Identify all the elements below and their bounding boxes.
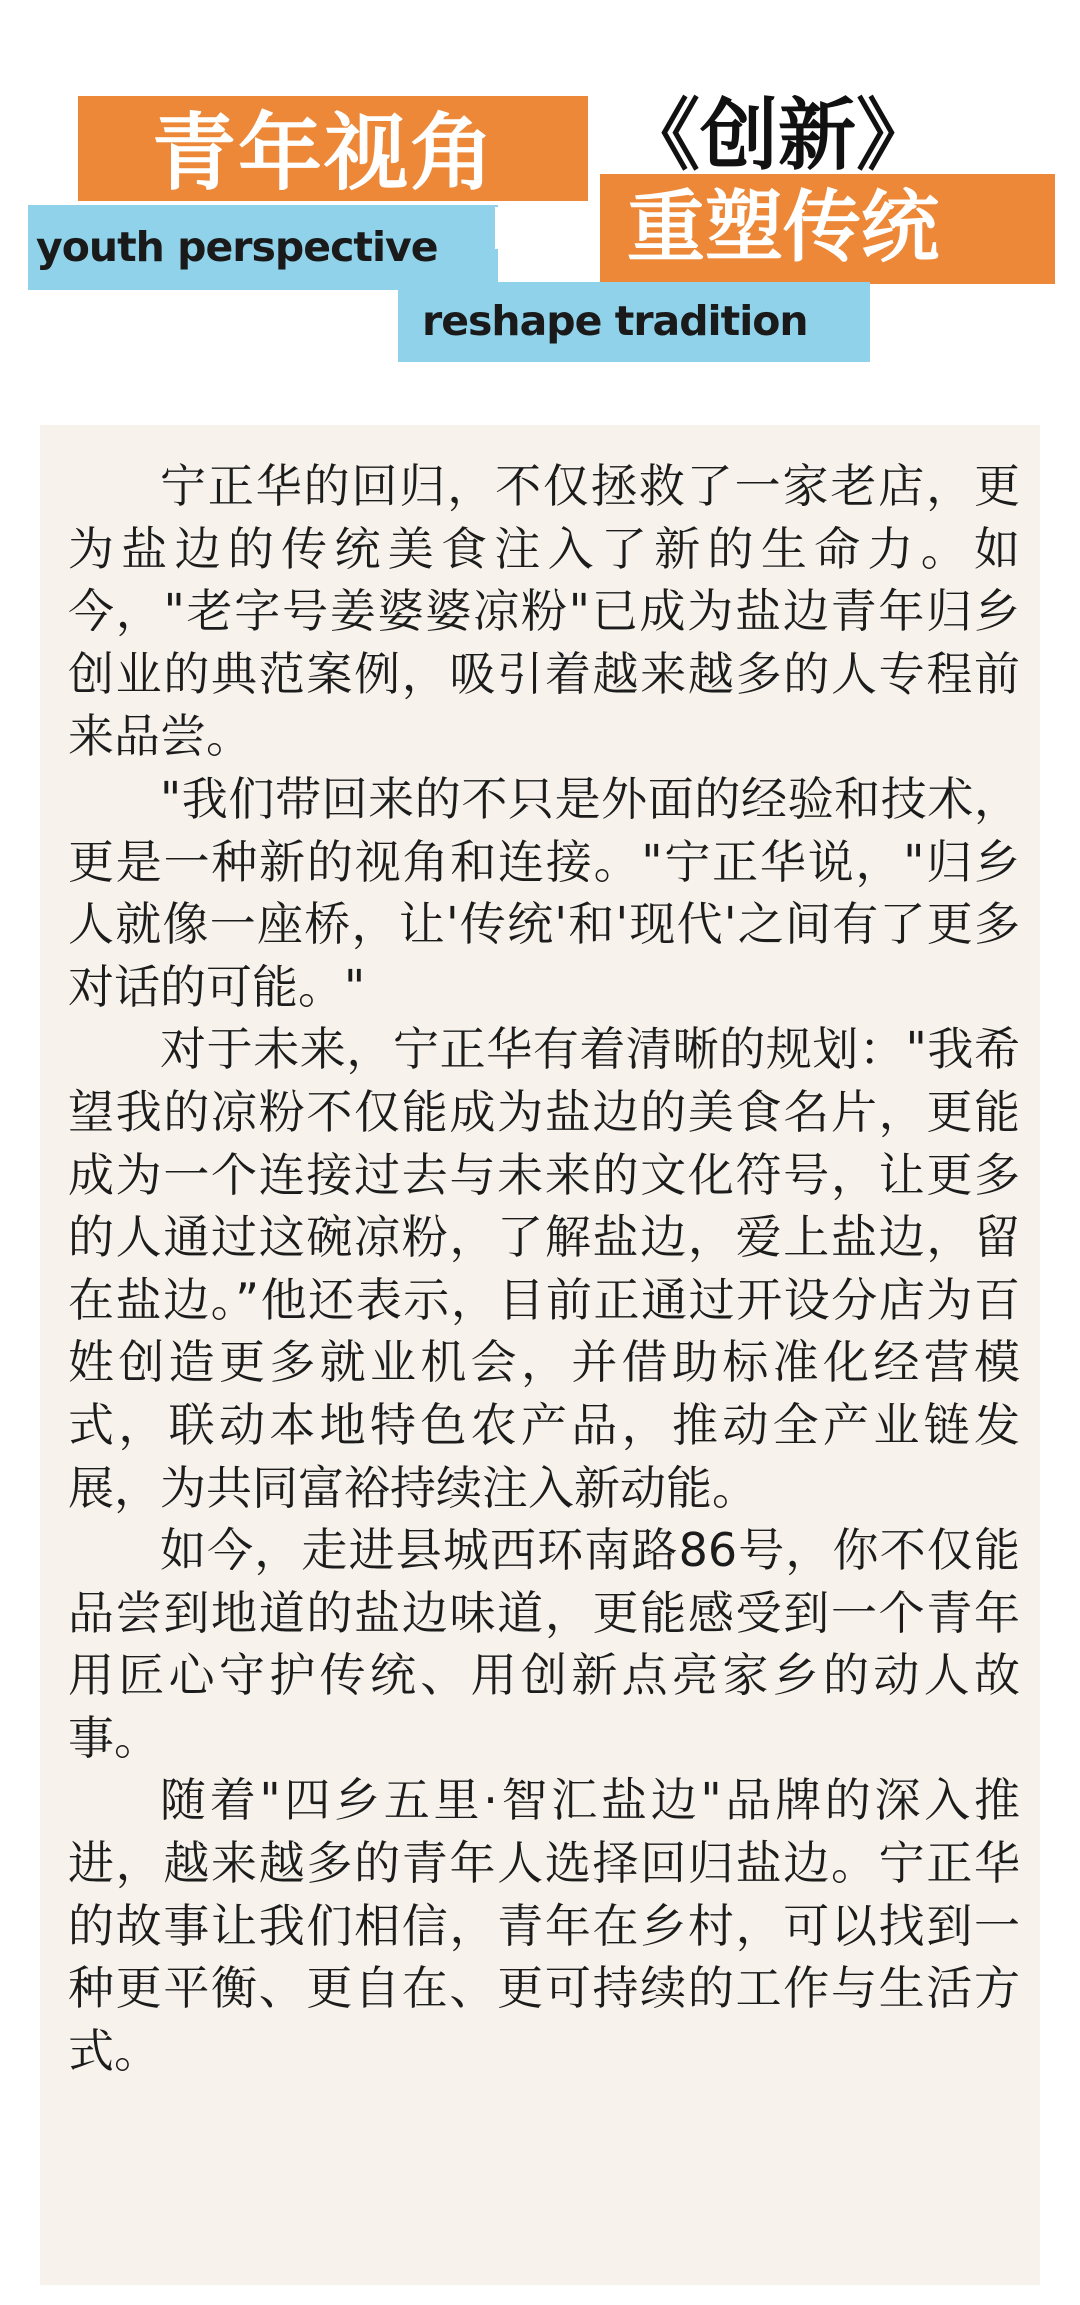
title-english: youth perspective [36,223,438,271]
subtitle-reshape-tradition: 重塑传统 [627,183,940,273]
paragraph: "我们带回来的不只是外面的经验和技术，更是一种新的视角和连接。"宁正华说，"归乡人就像一座桥，让'传统'和'现代'之间有了更多对话的可能。" [68,771,1020,1014]
subtitle-english: reshape tradition [422,297,808,345]
title-chinese: 青年视角 [152,104,497,202]
header-banner [0,0,1080,400]
paragraph: 宁正华的回归，不仅拯救了一家老店，更为盐边的传统美食注入了新的生命力。如今，"老字号姜婆婆凉粉"已成为盐边青年归乡创业的典范案例，吸引着越来越多的人专程前来品尝。 [68,459,1020,764]
decorative-square [495,207,537,249]
article-body [68,455,1020,2082]
paragraph: 如今，走进县城西环南路86号，你不仅能品尝到地道的盐边味道，更能感受到一个青年用匠心守护传统、用创新点亮家乡的动人故事。 [68,1523,1020,1765]
paragraph: 对于未来，宁正华有着清晰的规划："我希望我的凉粉不仅能成为盐边的美食名片，更能成为一个连接过去与未来的文化符号，让更多的人通过这碗凉粉，了解盐边，爱上盐边，留在盐边。”他还表示，目前正通过开设分店为百姓创造更多就业机会，并借助标准化经营模式，联动本地特色农产品，推动全产业链发展，为共同富裕持续注入新动能。 [68,1022,1020,1515]
article-panel [40,425,1040,2285]
subtitle-innovation: 《创新》 [622,91,935,181]
paragraph: 随着"四乡五里·智汇盐边"品牌的深入推进，越来越多的青年人选择回归盐边。宁正华的故事让我们相信，青年在乡村，可以找到一种更平衡、更自在、更可持续的工作与生活方式。 [68,1773,1020,2078]
